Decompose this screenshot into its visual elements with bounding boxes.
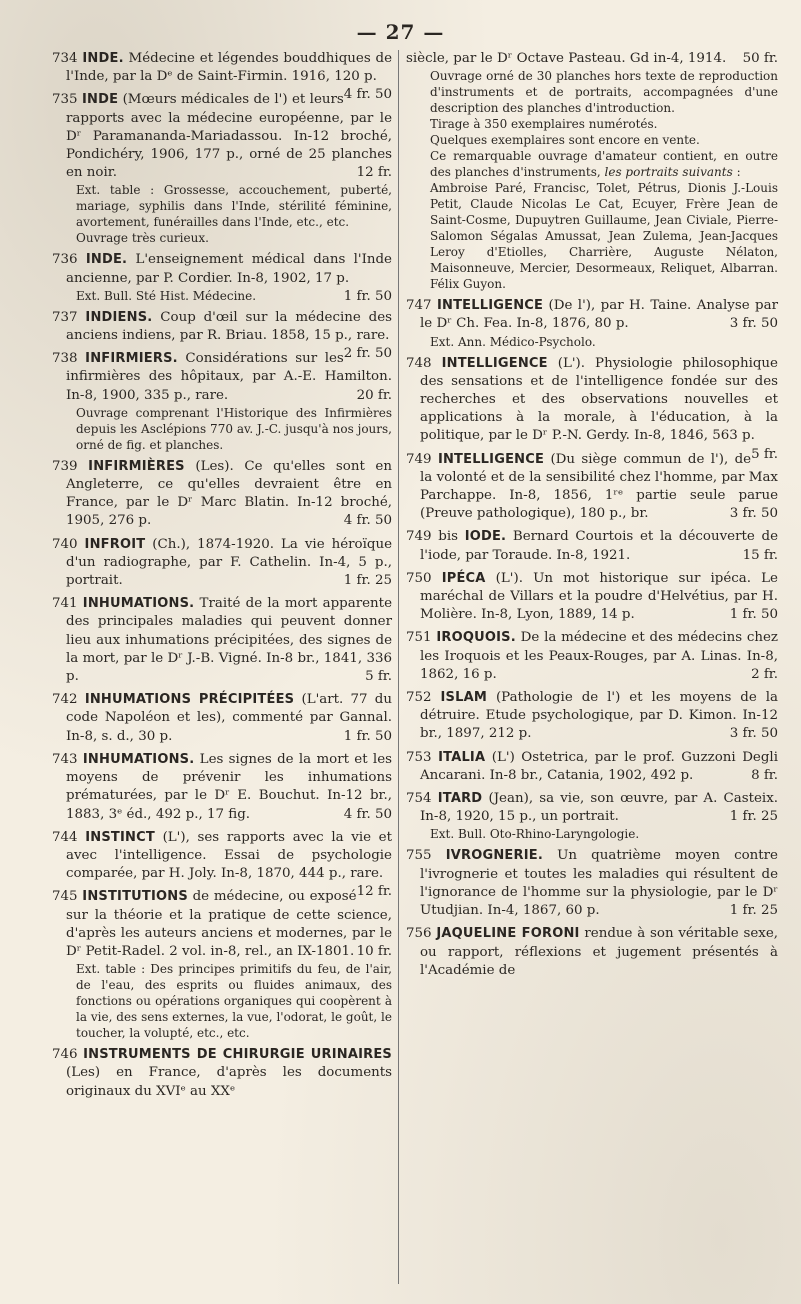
entry-text: (Les). Ce qu'elles sont en Angleterre, ce qu'elles devraient être en France, par le Dʳ Marc Blatin. In-12 broché, 1905, 276 p. — [66, 458, 392, 529]
catalog-entry — [406, 847, 778, 920]
entry-price: 4 fr. 50 — [343, 806, 392, 822]
entry-heading: INTELLIGENCE — [441, 355, 548, 371]
entry-number: 737 — [52, 309, 78, 325]
entry-number: 748 — [406, 355, 432, 371]
entry-heading: INDE. — [82, 51, 124, 66]
catalog-entry — [406, 749, 778, 785]
entry-note: Ext. table : Des principes primitifs du feu, de l'air, de l'eau, des esprits ou fluides animaux, des fonctions ou opérations organiques qui coopèrent à la vie, des sens externes, la vue, l'odorat, le goût, le toucher, la volupté, etc., etc. — [76, 962, 392, 1041]
entry-heading: INDE — [81, 92, 119, 108]
catalog-entry — [52, 595, 392, 686]
entry-heading: INHUMATIONS PRÉCIPITÉES — [84, 692, 295, 708]
entry-heading: IPÉCA — [441, 570, 486, 586]
entry-number: 742 — [52, 692, 78, 708]
entry-heading: INSTRUMENTS DE CHIRURGIE URINAIRES — [83, 1047, 392, 1063]
entry-heading: ITARD — [437, 791, 483, 807]
left-column — [52, 50, 399, 1284]
entry-text: De la médecine et des médecins chez les Iroquois et les Peaux-Rouges, par A. Linas. In-8, 1862, 16 p. — [420, 630, 778, 682]
entry-price: 3 fr. 50 — [729, 726, 778, 742]
catalog-entry — [406, 570, 778, 625]
catalog-entry — [52, 91, 392, 246]
entry-text: (L'), ses rapports avec la vie et avec l'intelligence. Essai de psychologie comparée, par H. Joly. In-8, 1870, 444 p., rare. — [66, 829, 392, 882]
entry-heading: INDIENS. — [85, 309, 153, 325]
entry-price: 2 fr. — [751, 666, 778, 682]
catalog-entry — [52, 350, 392, 453]
catalog-entry — [52, 251, 392, 303]
entry-heading: INFIRMIERS. — [85, 351, 178, 367]
entry-text: siècle, par le Dʳ Octave Pasteau. Gd in-4, 1914. — [406, 51, 727, 66]
entry-text: (L'). Physiologie philosophique des sensations et de l'intelligence fondée sur des recherches et des observations nouvelles et applications à la morale, à l'éducation, à la politique, par le Dʳ P.-N. Gerdy. In-8, 1846, 563 p. — [420, 355, 778, 444]
entry-number: 754 — [406, 791, 432, 807]
entry-number: 749 — [406, 451, 432, 467]
entry-price: 4 fr. 50 — [343, 87, 392, 103]
catalog-entry — [406, 925, 778, 980]
entry-text: Un quatrième moyen contre l'ivrognerie et toutes les maladies qui résultent de l'ignorance de l'homme sur la physiologie, par le Dʳ Utudjian. In-4, 1867, 60 p. — [420, 848, 778, 919]
catalog-entry — [406, 297, 778, 349]
entry-heading: INSTITUTIONS — [82, 889, 188, 905]
entry-text: Bernard Courtois et la découverte de l'iode, par Toraude. In-8, 1921. — [420, 529, 778, 563]
entry-note: Quelques exemplaires sont encore en vente. — [430, 133, 700, 148]
entry-heading: INFIRMIÈRES — [88, 458, 185, 474]
entry-note: Ouvrage orné de 30 planches hors texte de reproduction d'instruments et de portraits, accompagnées d'une description des planches d'introduction. — [430, 69, 778, 116]
entry-heading: JAQUELINE FORONI — [436, 926, 580, 942]
entry-text: (Jean), sa vie, son œuvre, par A. Casteix. In-8, 1920, 15 p., un portrait. — [420, 791, 779, 825]
catalog-entry — [52, 1046, 392, 1101]
entry-text: (L') Ostetrica, par le prof. Guzzoni Degli Ancarani. In-8 br., Catania, 1902, 492 p. — [420, 749, 778, 783]
entry-heading: INDE. — [85, 252, 128, 268]
entry-heading: INHUMATIONS. — [82, 751, 195, 767]
entry-text: Les signes de la mort et les moyens de prévenir les inhumations prématurées, par le Dʳ E. Bouchut. In-12 br., 1883, 3ᵉ éd., 492 p., 17 fig. — [66, 751, 392, 822]
entry-price: 1 fr. 50 — [343, 288, 392, 304]
catalog-entry — [406, 451, 778, 524]
catalog-entry — [52, 751, 392, 824]
entry-text: (L'art. 77 du code Napoléon et les), commenté par Gannal. In-8, s. d., 30 p. — [66, 692, 392, 744]
entry-text: (Du siège commun de l'), de la volonté et de la sensibilité chez l'homme, par Max Parchappe. In-8, 1856, 1ʳᵉ partie seule parue (Preuve pathologique), 180 p., br. — [420, 451, 778, 522]
entry-heading: IROQUOIS. — [436, 630, 516, 646]
entry-text: L'enseignement médical dans l'Inde ancienne, par P. Cordier. In-8, 1902, 17 p. — [66, 252, 392, 286]
entry-text: (Ch.), 1874-1920. La vie héroïque d'un radiographe, par F. Cathelin. In-4, 5 p., portrait. — [66, 536, 393, 589]
entry-number: 755 — [406, 848, 432, 864]
entry-price: 1 fr. 25 — [729, 903, 778, 919]
entry-price: 5 fr. — [751, 446, 778, 462]
entry-heading: INTELLIGENCE — [437, 451, 545, 467]
catalog-entry — [406, 528, 778, 564]
entry-price: 5 fr. — [365, 669, 392, 685]
entry-number: 736 — [52, 252, 78, 268]
entry-text: (Pathologie de l') et les moyens de la détruire. Etude psychologique, par D. Kimon. In-12 br., 1897, 212 p. — [420, 690, 778, 742]
entry-price: 1 fr. 25 — [729, 809, 778, 825]
catalog-entry — [406, 790, 778, 842]
entry-note: Ext. table : Grossesse, accouchement, puberté, mariage, syphilis dans l'Inde, stérilité féminine, avortement, funérailles dans l'Inde, etc., etc. — [76, 183, 392, 230]
entry-note: Ce remarquable ouvrage d'amateur contient, en outre des planches d'instruments, les portraits suivants : — [430, 149, 778, 180]
entry-text: Médecine et légendes bouddhiques de l'Inde, par la Dᵉ de Saint-Firmin. 1916, 120 p. — [66, 51, 392, 85]
catalog-entry — [406, 689, 778, 744]
entry-note: Ouvrage comprenant l'Historique des Infirmières depuis les Asclépions 770 av. J.-C. jusqu'à nos jours, orné de fig. et planches. — [76, 405, 392, 452]
entry-heading: INTELLIGENCE — [436, 298, 544, 314]
entry-price: 1 fr. 25 — [343, 573, 392, 589]
entry-number: 740 — [52, 536, 78, 552]
entry-note: Ouvrage très curieux. — [76, 231, 209, 246]
catalog-entry — [52, 888, 392, 1041]
entry-price: 10 fr. — [356, 943, 392, 959]
entry-number: 739 — [52, 458, 78, 474]
entry-note: Tirage à 350 exemplaires numérotés. — [430, 117, 658, 132]
entry-number: 751 — [406, 630, 432, 646]
entry-number: 741 — [52, 596, 78, 612]
right-column — [406, 50, 778, 1284]
entry-number: 735 — [52, 92, 78, 108]
entry-text: (Les) en France, d'après les documents originaux du XVIᵉ au XXᵉ — [66, 1065, 392, 1099]
entry-price: 50 fr. — [742, 51, 778, 66]
entry-heading: IODE. — [464, 529, 507, 545]
entry-number: 750 — [406, 570, 432, 586]
entry-price: 1 fr. 50 — [343, 728, 392, 744]
entry-price: 8 fr. — [751, 767, 778, 783]
entry-text: (L'). Un mot historique sur ipéca. Le maréchal de Villars et la poudre d'Helvétius, par H. Molière. In-8, Lyon, 1889, 14 p. — [420, 570, 778, 623]
entry-number: 749 bis — [406, 529, 458, 545]
entry-note: Ext. Bull. Oto-Rhino-Laryngologie. — [430, 827, 640, 842]
page-number: — 27 — — [356, 20, 445, 44]
entry-price: 4 fr. 50 — [343, 513, 392, 529]
entry-number: 738 — [52, 351, 78, 367]
entry-number: 752 — [406, 690, 432, 706]
catalog-entry — [52, 691, 392, 746]
entry-price: 1 fr. 50 — [729, 607, 778, 623]
entry-price: 12 fr. — [356, 165, 392, 181]
catalog-entry — [406, 50, 778, 292]
entry-number: 747 — [406, 298, 432, 314]
entry-text: Coup d'œil sur la médecine des anciens indiens, par R. Briau. 1858, 15 p., rare. — [66, 309, 392, 344]
entry-number: 743 — [52, 751, 78, 767]
entry-heading: IVROGNERIE. — [445, 848, 543, 864]
entry-number: 746 — [52, 1047, 78, 1063]
entry-note: Ext. Bull. Sté Hist. Médecine. — [76, 288, 257, 303]
entry-heading: INFROIT — [84, 536, 146, 552]
entry-price: 3 fr. 50 — [729, 316, 778, 332]
entry-price: 15 fr. — [742, 547, 778, 563]
entry-number: 745 — [52, 889, 78, 905]
entry-heading: ITALIA — [438, 749, 486, 765]
entry-number: 744 — [52, 829, 78, 845]
entry-note: Ext. Ann. Médico-Psycholo. — [430, 334, 596, 349]
entry-text: Traité de la mort apparente des principales maladies qui peuvent donner lieu aux inhumations précipitées, des signes de la mort, par le Dʳ J.-B. Vigné. In-8 br., 1841, 336 p. — [66, 596, 392, 685]
entry-price: 12 fr. — [356, 884, 392, 900]
entry-text: rendue à son véritable sexe, ou rapport, réflexions et jugement présentés à l'Académie de — [420, 926, 778, 978]
entry-number: 756 — [406, 926, 432, 942]
entry-heading: ISLAM — [440, 690, 487, 706]
entry-number: 753 — [406, 749, 432, 765]
entry-text: (Mœurs médicales de l') et leurs rapports avec la médecine européenne, par le Dʳ Paramananda-Mariadassou. In-12 broché, Pondichéry, 1906, 177 p., orné de 25 planches en noir. — [66, 92, 392, 181]
entry-heading: INHUMATIONS. — [82, 596, 195, 612]
catalog-entry — [52, 458, 392, 531]
entry-text: Considérations sur les infirmières des hôpitaux, par A.-E. Hamilton. In-8, 1900, 335 p., rare. — [66, 351, 392, 403]
entry-text: (De l'), par H. Taine. Analyse par le Dʳ Ch. Fea. In-8, 1876, 80 p. — [420, 298, 778, 332]
catalog-entry — [52, 536, 392, 591]
entry-price: 20 fr. — [356, 387, 392, 403]
entry-price: 2 fr. 50 — [343, 346, 392, 362]
entry-heading: INSTINCT — [85, 829, 155, 845]
catalog-entry — [406, 629, 778, 684]
entry-price: 3 fr. 50 — [729, 506, 778, 522]
entry-text: de médecine, ou exposé sur la théorie et la pratique de cette science, d'après les auteurs anciens et modernes, par le Dʳ Petit-Radel. 2 vol. in-8, rel., an IX-1801. — [66, 889, 392, 959]
entry-note: Ambroise Paré, Francisc, Tolet, Pétrus, Dionis J.-Louis Petit, Claude Nicolas Le Cat, Ecuyer, Frère Jean de Saint-Cosme, Dupuytren Guillaume, Jean Civiale, Pierre-Salomon Ségalas Amussat, Jean Zulema, Jean-Jacques Leroy d'Etiolles, Charrière, Auguste Nélaton, Maisonneuve, Mercier, Desormeaux, Reliquet, Albarran. Félix Guyon. — [430, 181, 778, 292]
entry-number: 734 — [52, 51, 78, 66]
